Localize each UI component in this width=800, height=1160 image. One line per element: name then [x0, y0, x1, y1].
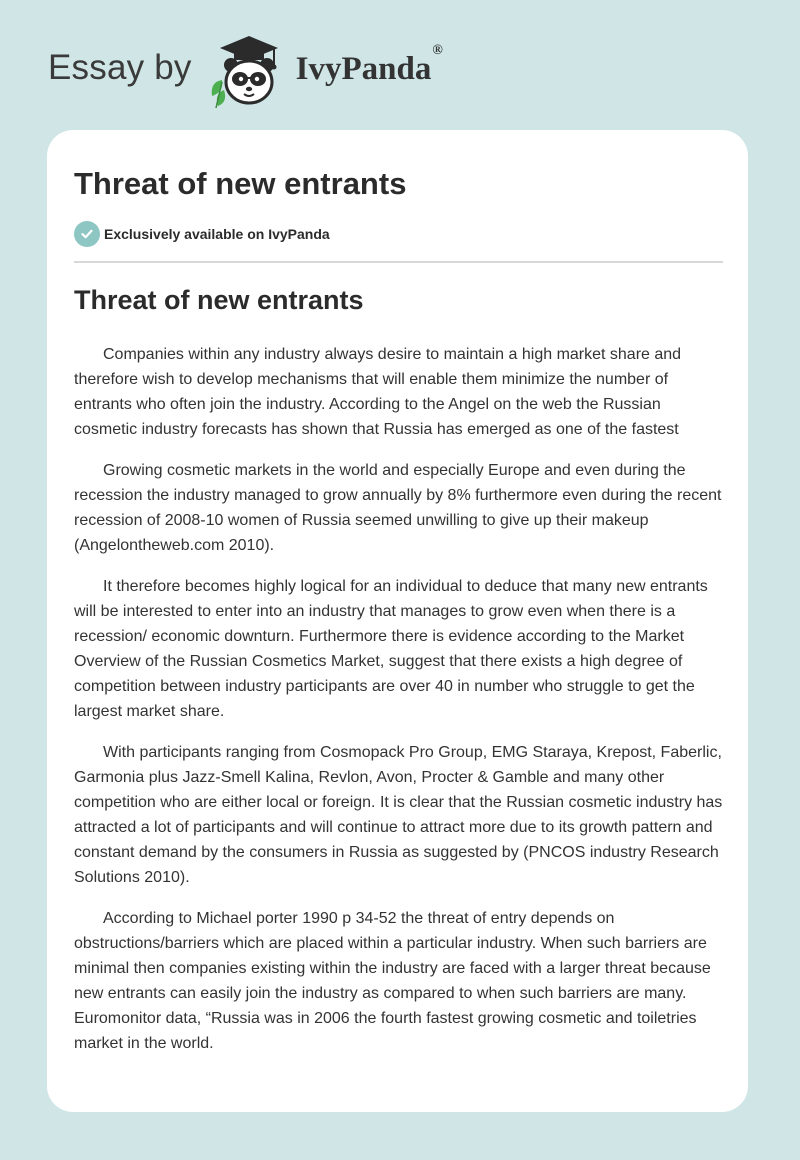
registered-mark: ®	[432, 42, 443, 58]
essay-body	[74, 342, 726, 1072]
brand-prefix: Essay by	[48, 48, 192, 87]
paragraph: Companies within any industry always desire to maintain a high market share and therefore wish to develop mechanisms that will enable them minimize the number of entrants who often join the industry. According to the Angel on the web the Russian cosmetic industry forecasts has shown that Russia has emerged as one of the fastest	[74, 346, 682, 438]
essay-card	[47, 130, 748, 1112]
paragraph: According to Michael porter 1990 p 34-52 the threat of entry depends on obstructions/barriers which are placed within a particular industry. When such barriers are minimal then companies existing within the industry are faced with a larger threat because new entrants can easily join the industry as compared to when such barriers are many. Euromonitor data, “Russia was in 2006 the fourth fastest growing cosmetic and toiletries market in the world.	[74, 910, 711, 1052]
check-circle-icon	[74, 221, 100, 247]
panda-graduation-cap-icon	[206, 30, 292, 110]
brand-name: IvyPanda®	[295, 42, 443, 87]
divider	[74, 261, 723, 263]
paragraph: With participants ranging from Cosmopack Pro Group, EMG Staraya, Krepost, Faberlic, Garmonia plus Jazz-Smell Kalina, Revlon, Avon, Procter & Gamble and many other competition who are either local or foreign. It is clear that the Russian cosmetic industry has attracted a lot of participants and will continue to attract more due to its growth pattern and constant demand by the consumers in Russia as suggested by (PNCOS industry Research Solutions 2010).	[74, 744, 723, 886]
page-title: Threat of new entrants	[74, 166, 407, 201]
paragraph: Growing cosmetic markets in the world and especially Europe and even during the recession the industry managed to grow annually by 8% furthermore even during the recent recession of 2008-10 women of Russia seemed unwilling to give up their makeup (Angelontheweb.com 2010).	[74, 462, 722, 554]
exclusive-badge	[74, 221, 330, 247]
exclusive-text: Exclusively available on IvyPanda	[104, 226, 330, 242]
brand-header[interactable]	[48, 30, 443, 110]
paragraph: It therefore becomes highly logical for an individual to deduce that many new entrants will be interested to enter into an industry that manages to grow even when there is a recession/ economic downturn. Furthermore there is evidence according to the Market Overview of the Russian Cosmetics Market, suggest that there exists a high degree of competition between industry participants are over 40 in number who struggle to get the largest market share.	[74, 578, 708, 720]
section-heading: Threat of new entrants	[74, 285, 364, 315]
